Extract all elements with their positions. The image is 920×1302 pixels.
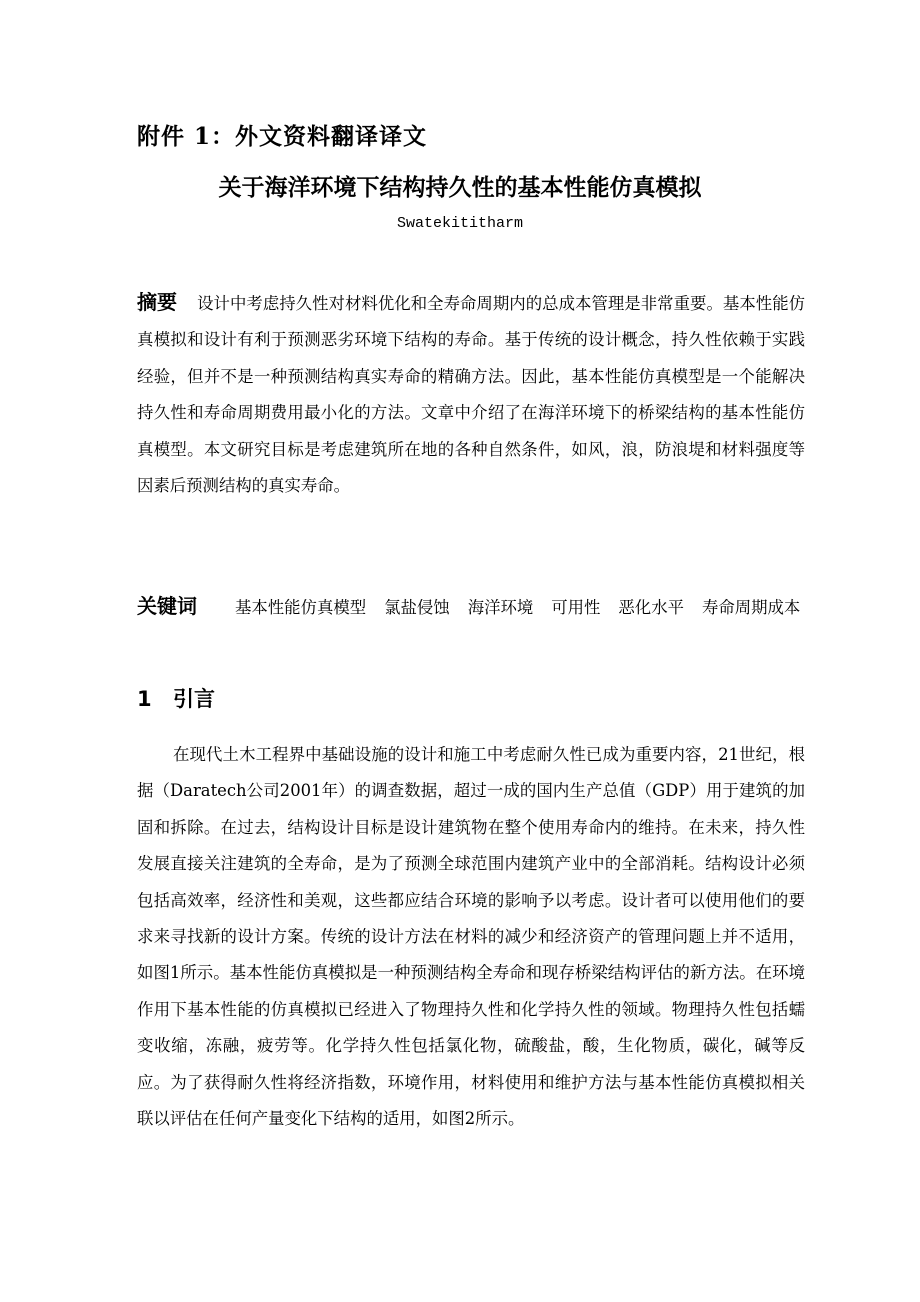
- attachment-heading: 附件 1：外文资料翻译译文: [137, 123, 428, 150]
- paper-title: 关于海洋环境下结构持久性的基本性能仿真模拟: [218, 175, 702, 201]
- keyword-item: 氯盐侵蚀: [384, 598, 450, 617]
- abstract-label: 摘要: [137, 290, 178, 314]
- keywords-label: 关键词: [137, 594, 197, 618]
- body-paragraph: 在现代土木工程界中基础设施的设计和施工中考虑耐久性已成为重要内容，21世纪，根据（Daratech公司2001年）的调查数据，超过一成的国内生产总值（GDP）用于建筑的加固和拆除。在过去，结构设计目标是设计建筑物在整个使用寿命内的维持。在未来，持久性发展直接关注建筑的全寿命，是为了预测全球范围内建筑产业中的全部消耗。结构设计必须包括高效率，经济性和美观，这些都应结合环境的影响予以考虑。设计者可以使用他们的要求来寻找新的设计方案。传统的设计方法在材料的减少和经济资产的管理问题上并不适用，如图1所示。基本性能仿真模拟是一种预测结构全寿命和现存桥梁结构评估的新方法。在环境作用下基本性能的仿真模拟已经进入了物理持久性和化学持久性的领域。物理持久性包括蠕变收缩，冻融，疲劳等。化学持久性包括氯化物，硫酸盐，酸，生化物质，碳化，碱等反应。为了获得耐久性将经济指数，环境作用，材料使用和维护方法与基本性能仿真模拟相关联以评估在任何产量变化下结构的适用，如图2所示。: [137, 745, 805, 1129]
- abstract-block: [137, 284, 805, 504]
- section-number: 1: [137, 687, 152, 711]
- author-name: Swatekititharm: [396, 215, 524, 232]
- keywords-block: [137, 588, 805, 626]
- keyword-item: 海洋环境: [467, 598, 534, 617]
- section-title: 引言: [173, 687, 215, 711]
- keyword-item: 寿命周期成本: [701, 598, 801, 617]
- keyword-item: 恶化水平: [618, 598, 684, 617]
- keyword-item: 基本性能仿真模型: [235, 598, 367, 617]
- keyword-item: 可用性: [551, 598, 601, 617]
- section-heading: [137, 683, 215, 713]
- abstract-text: 设计中考虑持久性对材料优化和全寿命周期内的总成本管理是非常重要。基本性能仿真模拟和设计有利于预测恶劣环境下结构的寿命。基于传统的设计概念，持久性依赖于实践经验，但并不是一种预测结构真实寿命的精确方法。因此，基本性能仿真模型是一个能解决持久性和寿命周期费用最小化的方法。文章中介绍了在海洋环境下的桥梁结构的基本性能仿真模型。本文研究目标是考虑建筑所在地的各种自然条件，如风，浪，防浪堤和材料强度等因素后预测结构的真实寿命。: [137, 294, 806, 496]
